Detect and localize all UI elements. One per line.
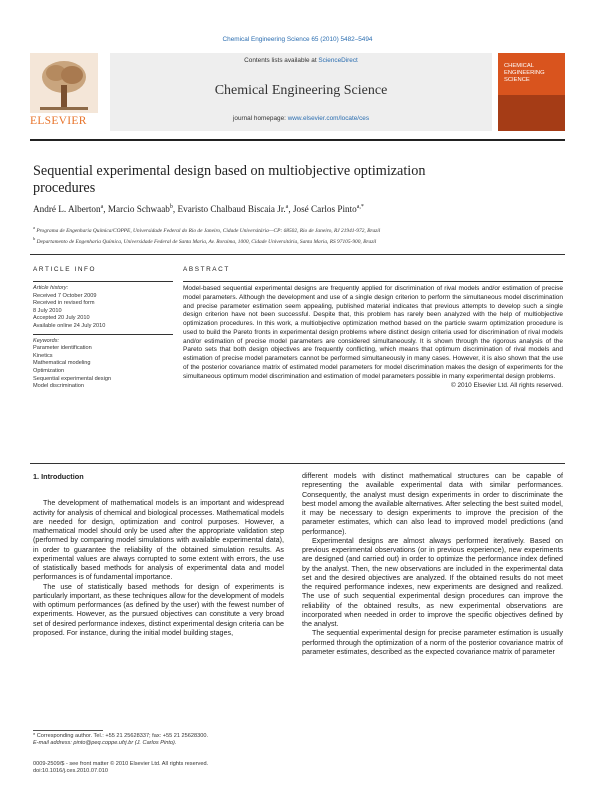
header-rule [30,139,565,141]
sciencedirect-link[interactable]: ScienceDirect [318,57,358,64]
author-affiliation-mark: a [285,204,289,210]
contents-prefix: Contents lists available at [244,57,319,64]
email-note[interactable]: E-mail address: pinto@peq.coppe.ufrj.br (J. Carlos Pinto). [33,740,177,747]
body-paragraph: The use of statistically based methods for design of experiments is particularly important, as these techniques allow for the development of models with optimum performances (as defined by the user) with the fewest number of experiments. However, as the pursued objectives can constitute a very broad set of desired performance indexes, distinct experimental design criteria can be proposed. For instance, during the initial model building stages, [33,582,284,637]
article-info-rule [33,281,173,282]
affiliation-text: Departamento de Engenharia Química, Universidade Federal de Santa Maria, Av. Roraima, 1000, Cidade Universitária, Santa Maria, RS 97105-900, Brazil [36,239,377,246]
body-paragraph: Experimental designs are almost always performed iteratively. Based on previous experimental observations (or in previous experience), new experiments are designed (and carried out) in order to optimize the performance index defined by the analyst. Then, the new observations are included in the experimental data set and the desired objectives are analyzed. If the obtained results do not meet the required performance indexes, new experiments are designed and realized. The use of such sequential experimental design procedures can improve the reliability of the obtained results, as new experimental observations are incorporated when needed in order to improve the specific objectives defined by the analyst. [302,536,563,628]
paper-title: Sequential experimental design based on multiobjective optimization procedures [33,163,426,196]
body-column-right [302,472,563,657]
article-info-heading: ARTICLE INFO [33,266,97,273]
body-paragraph: different models with distinct mathematical structures can be capable of representing the available experimental data with similar performances. Consequently, the analyst must design experiments in order to discriminate the best model among the available alternatives. After selecting the best suited model, it may be necessary to design experiments to improve the precision of the parameter estimates, which can also lead to improved model predictions (and performance). [302,472,563,536]
author-name: Evaristo Chalbaud Biscaia Jr. [177,204,286,215]
abstract-bottom-rule [30,463,565,464]
affiliation-text: Programa de Engenharia Química/COPPE, Universidade Federal do Rio de Janeiro, Cidade Universitária—CP: 68502, Rio de Janeiro, RJ 21941-972, Brazil [36,227,381,234]
copyright-notice: © 2010 Elsevier Ltd. All rights reserved. [451,382,563,390]
keyword-item: Model discrimination [33,383,84,390]
elsevier-logo [30,53,98,131]
cover-band [498,95,565,131]
keywords-rule [33,334,173,335]
author-name: André L. Alberton [33,204,101,215]
publisher-name: ELSEVIER [30,115,87,127]
homepage-link[interactable]: www.elsevier.com/locate/ces [287,115,370,122]
journal-cover [498,53,565,131]
affiliations [33,224,563,247]
author-affiliation-mark: b [169,204,173,210]
issn-line: 0009-2509/$ - see front matter © 2010 Elsevier Ltd. All rights reserved. [33,761,209,767]
abstract-heading: ABSTRACT [183,266,230,273]
history-item: Accepted 20 July 2010 [33,315,90,322]
affiliation-mark: b [33,236,36,242]
abstract-rule [183,281,563,282]
journal-title: Chemical Engineering Science [214,83,388,98]
footnote-rule [33,730,103,731]
doi-line[interactable]: doi:10.1016/j.ces.2010.07.010 [33,768,108,775]
affiliation-item [33,235,563,246]
keywords-label: Keywords: [33,337,60,344]
history-item: Received 7 October 2009 [33,292,97,299]
history-item: 8 July 2010 [33,307,62,314]
journal-citation: Chemical Engineering Science 65 (2010) 5482–5494 [222,36,373,43]
journal-banner-center [110,53,492,131]
affiliation-mark: a [33,225,35,230]
history-label: Article history: [33,285,69,291]
article-info [33,266,173,391]
body-column-left [33,472,284,638]
corresponding-author-note: * Corresponding author. Tel.: +55 21 25628337; fax: +55 21 25628300. [33,733,208,739]
page-footer [33,761,333,776]
homepage-line [110,115,492,122]
keyword-item: Parameter identification [33,345,92,352]
history-item: Available online 24 July 2010 [33,322,106,329]
affiliation-rule [30,254,565,255]
journal-banner [30,53,565,131]
abstract-text: Model-based sequential experimental designs are frequently applied for discrimination of rival models and/or estimation of precise model parameters. Although the development and use of a single design criterion to perform the simultaneous model discrimination and precise parameter estimation seem appealing, published material indicates that previous attempts to develop such a single design criterion have not been successful. Despite that, this problem has rarely been analyzed with the help of multiobjective optimization procedures. In this work, a multiobjective optimization method based on the particle swarm optimization procedure is used to build the Pareto fronts in experimental design problems where distinct design criteria used for discrimination of rival models and/or estimation of precise model parameters are considered simultaneously. It is shown through the rigorous analysis of the Pareto sets that both design objectives are frequently conflicting, which means that optimum discrimination of rival models and estimation of precise model parameters cannot be performed simultaneously in many cases. However, it is also shown that the use of the posterior covariance matrix of estimated model parameters for model discrimination makes the design of experiments for the simultaneous optimum model discrimination and estimation of model parameters possible in many experimental design problems. [183,285,563,380]
author-list: André L. Alberton$^a$, Marcio Schwaab$^b$, Evaristo Chalbaud Biscaia Jr.$^a$, José Carlos Pinto$^{a,*}$ [33,204,364,215]
cover-title: CHEMICAL ENGINEERING SCIENCE [504,63,545,83]
author-affiliation-mark: a,* [356,204,364,210]
history-item: Received in revised form [33,300,95,307]
body-paragraph: The development of mathematical models is an important and widespread activity for analysis of chemical and biological processes. Mathematical models are needed for design, optimization and control purposes. However, a mathematical model should only be used after the appropriate validation step (performed by comparing model simulations with available experimental data), in order to guarantee the reliability of the obtained simulation results. As experimental values are always corrupted to some extent with errors, the use of statistically based methods for analysis of experimental data and model performances is of fundamental importance. [33,499,284,582]
author-name: Marcio Schwaab [107,204,170,215]
keyword-item: Mathematical modeling [33,360,91,367]
keyword-item: Kinetics [33,352,53,359]
keyword-item: Optimization [33,367,65,374]
author-affiliation-mark: a [100,204,104,210]
contents-line [110,57,492,64]
affiliation-item [33,224,563,235]
abstract-section [183,266,563,389]
section-heading: 1. Introduction [33,472,84,481]
body-paragraph: The sequential experimental design for precise parameter estimation is usually performed through the optimization of a norm of the posterior covariance matrix of parameter estimates, described as the expected covariance matrix of parameter [302,629,563,656]
elsevier-tree-icon [30,53,98,113]
author-name: José Carlos Pinto [292,204,357,215]
keyword-item: Sequential experimental design [33,375,112,382]
homepage-prefix: journal homepage: [232,115,288,122]
footnote [33,733,293,748]
